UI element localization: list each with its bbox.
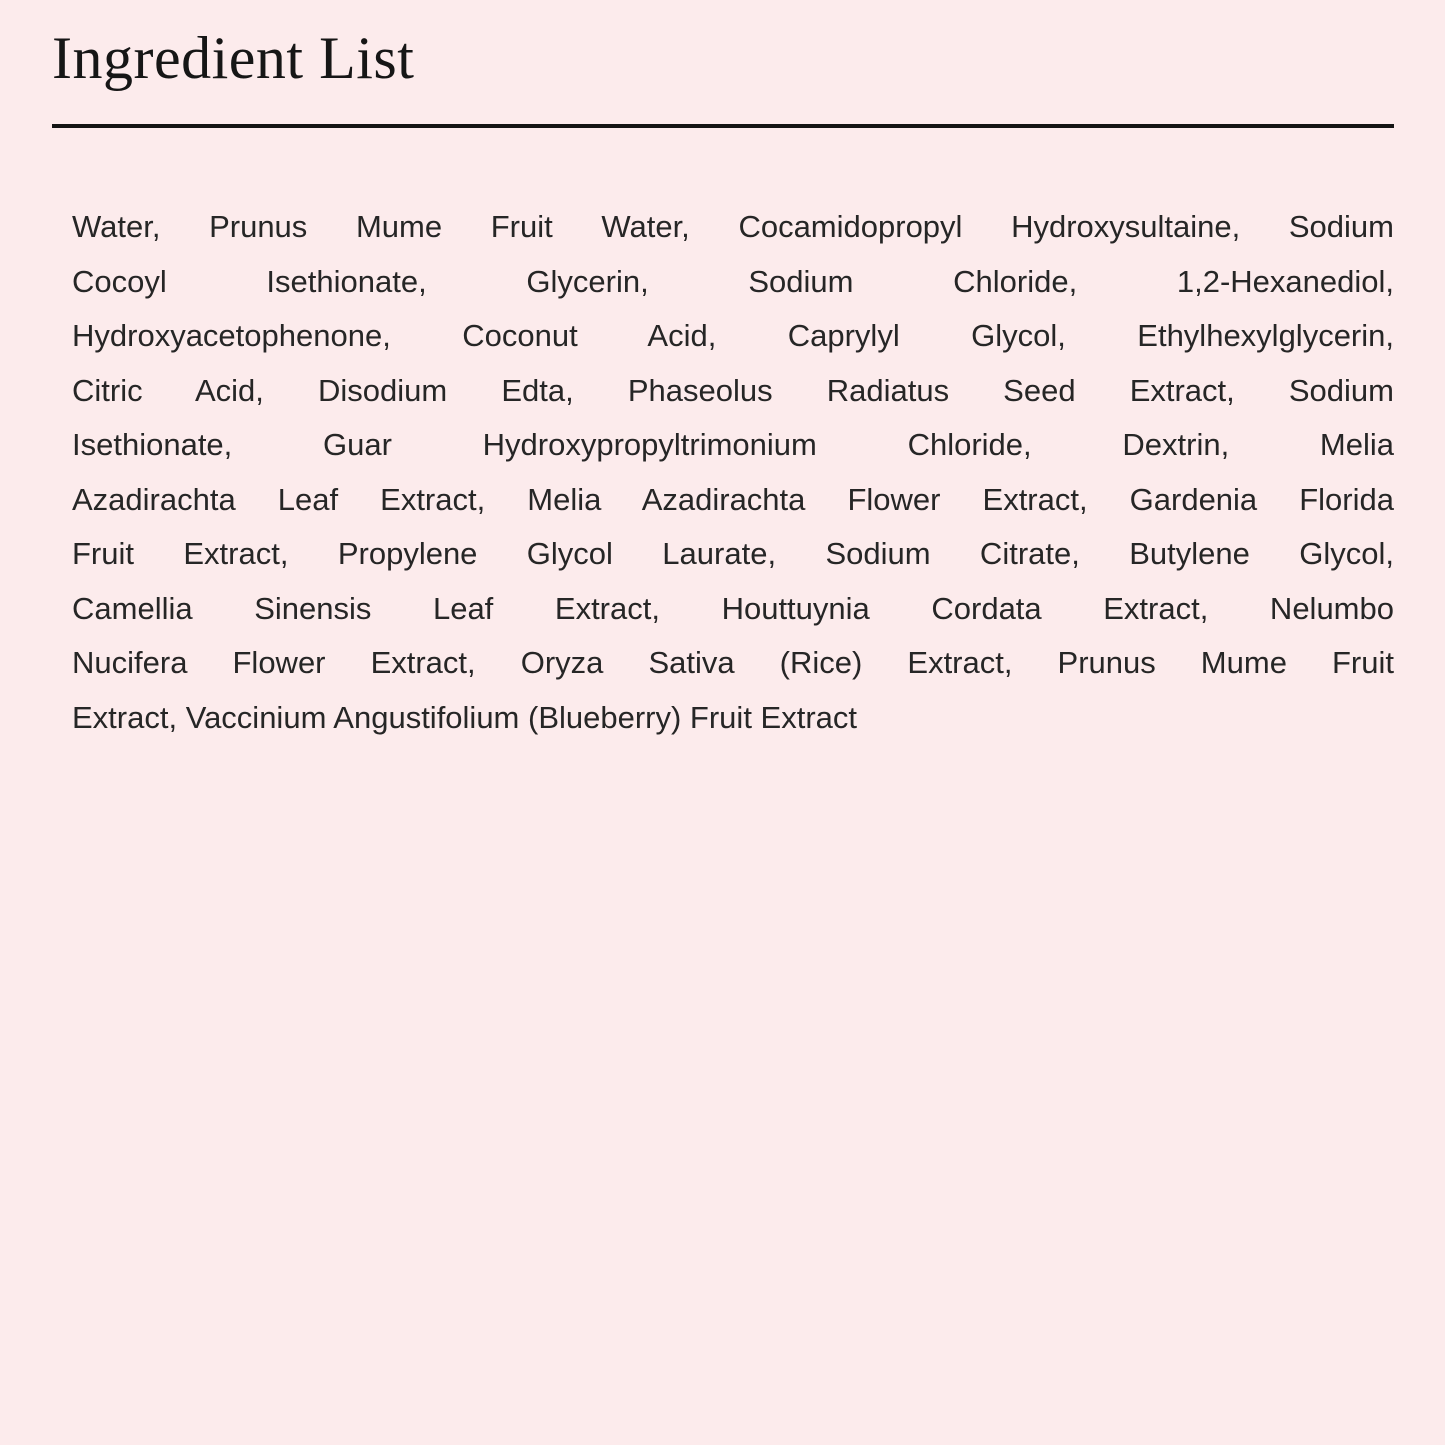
page-title: Ingredient List — [52, 25, 415, 91]
ingredient-line: Hydroxyacetophenone, Coconut Acid, Caprylyl Glycol, Ethylhexylglycerin, — [72, 318, 1394, 353]
ingredient-line: Cocoyl Isethionate, Glycerin, Sodium Chloride, 1,2-Hexanediol, — [72, 263, 1394, 299]
ingredient-line: Water, Prunus Mume Fruit Water, Cocamidopropyl Hydroxysultaine, Sodium — [72, 209, 1394, 244]
ingredient-line: Camellia Sinensis Leaf Extract, Houttuynia Cordata Extract, Nelumbo — [72, 590, 1394, 626]
ingredient-line: Nucifera Flower Extract, Oryza Sativa (Rice) Extract, Prunus Mume Fruit — [72, 645, 1394, 680]
title-divider — [52, 124, 1394, 128]
ingredient-line: Citric Acid, Disodium Edta, Phaseolus Radiatus Seed Extract, Sodium — [72, 372, 1394, 408]
ingredient-line: Fruit Extract, Propylene Glycol Laurate, Sodium Citrate, Butylene Glycol, — [72, 536, 1394, 571]
ingredient-line: Azadirachta Leaf Extract, Melia Azadirachta Flower Extract, Gardenia Florida — [72, 481, 1394, 517]
ingredient-line: Isethionate, Guar Hydroxypropyltrimonium Chloride, Dextrin, Melia — [72, 427, 1394, 462]
ingredient-list — [72, 200, 1394, 745]
ingredient-line: Extract, Vaccinium Angustifolium (Blueberry) Fruit Extract — [72, 699, 858, 735]
